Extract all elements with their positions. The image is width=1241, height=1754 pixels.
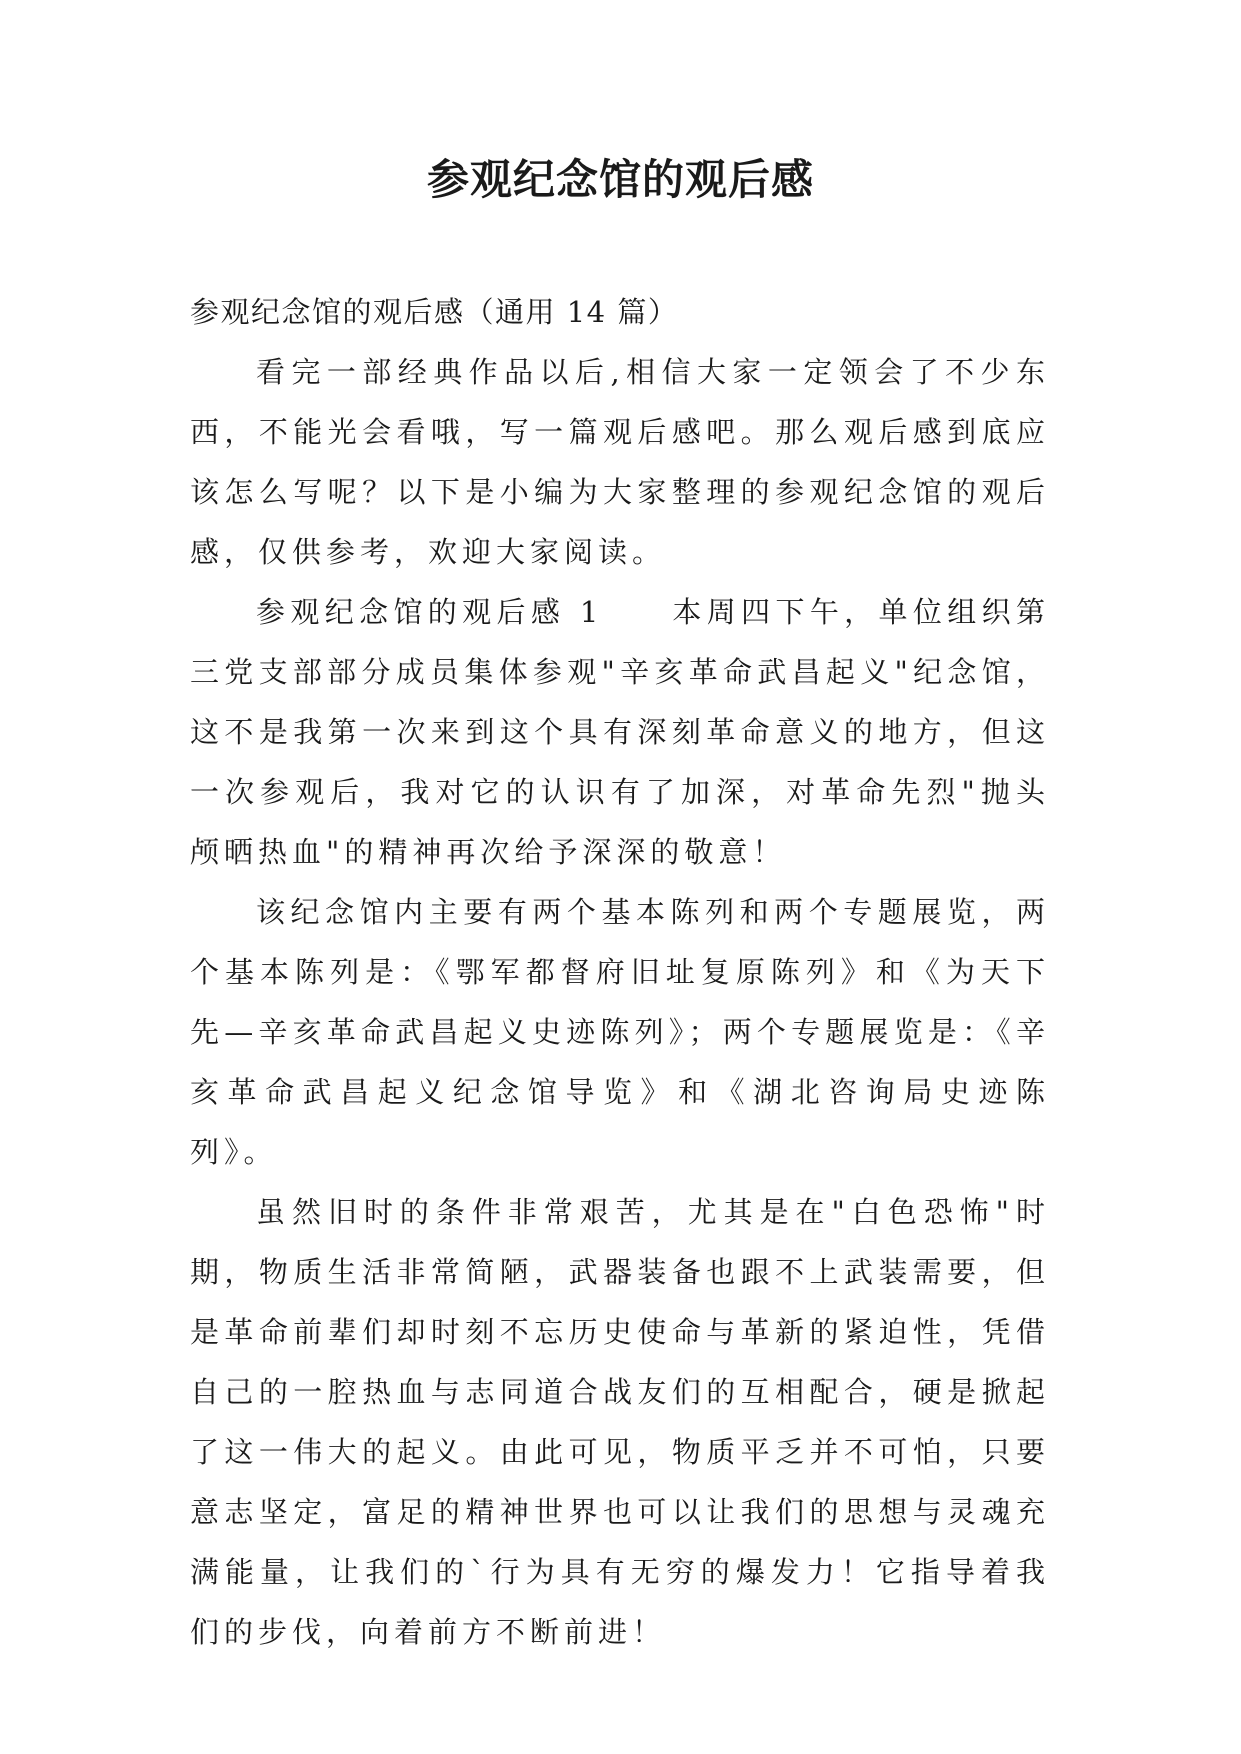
paragraph-reflection: 虽然旧时的条件非常艰苦，尤其是在"白色恐怖"时期，物质生活非常简陋，武器装备也跟不上武装需要，但是革命前辈们却时刻不忘历史使命与革新的紧迫性，凭借自己的一腔热血与志同道合战友们的互相配合，硬是掀起了这一伟大的起义。由此可见，物质平乏并不可怕，只要意志坚定，富足的精神世界也可以让我们的思想与灵魂充满能量，让我们的`行为具有无穷的爆发力！它指导着我们的步伐，向着前方不断前进！ xyxy=(190,1195,1050,1649)
document-subtitle: 参观纪念馆的观后感（通用 14 篇） xyxy=(190,295,679,329)
document-title: 参观纪念馆的观后感 xyxy=(426,155,814,204)
document-body xyxy=(190,282,1050,1662)
paragraph-exhibitions: 该纪念馆内主要有两个基本陈列和两个专题展览，两个基本陈列是：《鄂军都督府旧址复原陈列》和《为天下先—辛亥革命武昌起义史迹陈列》；两个专题展览是：《辛亥革命武昌起义纪念馆导览》和《湖北咨询局史迹陈列》。 xyxy=(190,895,1050,1169)
paragraph-intro: 看完一部经典作品以后,相信大家一定领会了不少东西，不能光会看哦，写一篇观后感吧。那么观后感到底应该怎么写呢？以下是小编为大家整理的参观纪念馆的观后感，仅供参考，欢迎大家阅读。 xyxy=(190,355,1050,569)
paragraph-essay-1-opening: 参观纪念馆的观后感 1 本周四下午，单位组织第三党支部部分成员集体参观"辛亥革命武昌起义"纪念馆，这不是我第一次来到这个具有深刻革命意义的地方，但这一次参观后，我对它的认识有了加深，对革命先烈"抛头颅晒热血"的精神再次给予深深的敬意！ xyxy=(190,595,1050,869)
